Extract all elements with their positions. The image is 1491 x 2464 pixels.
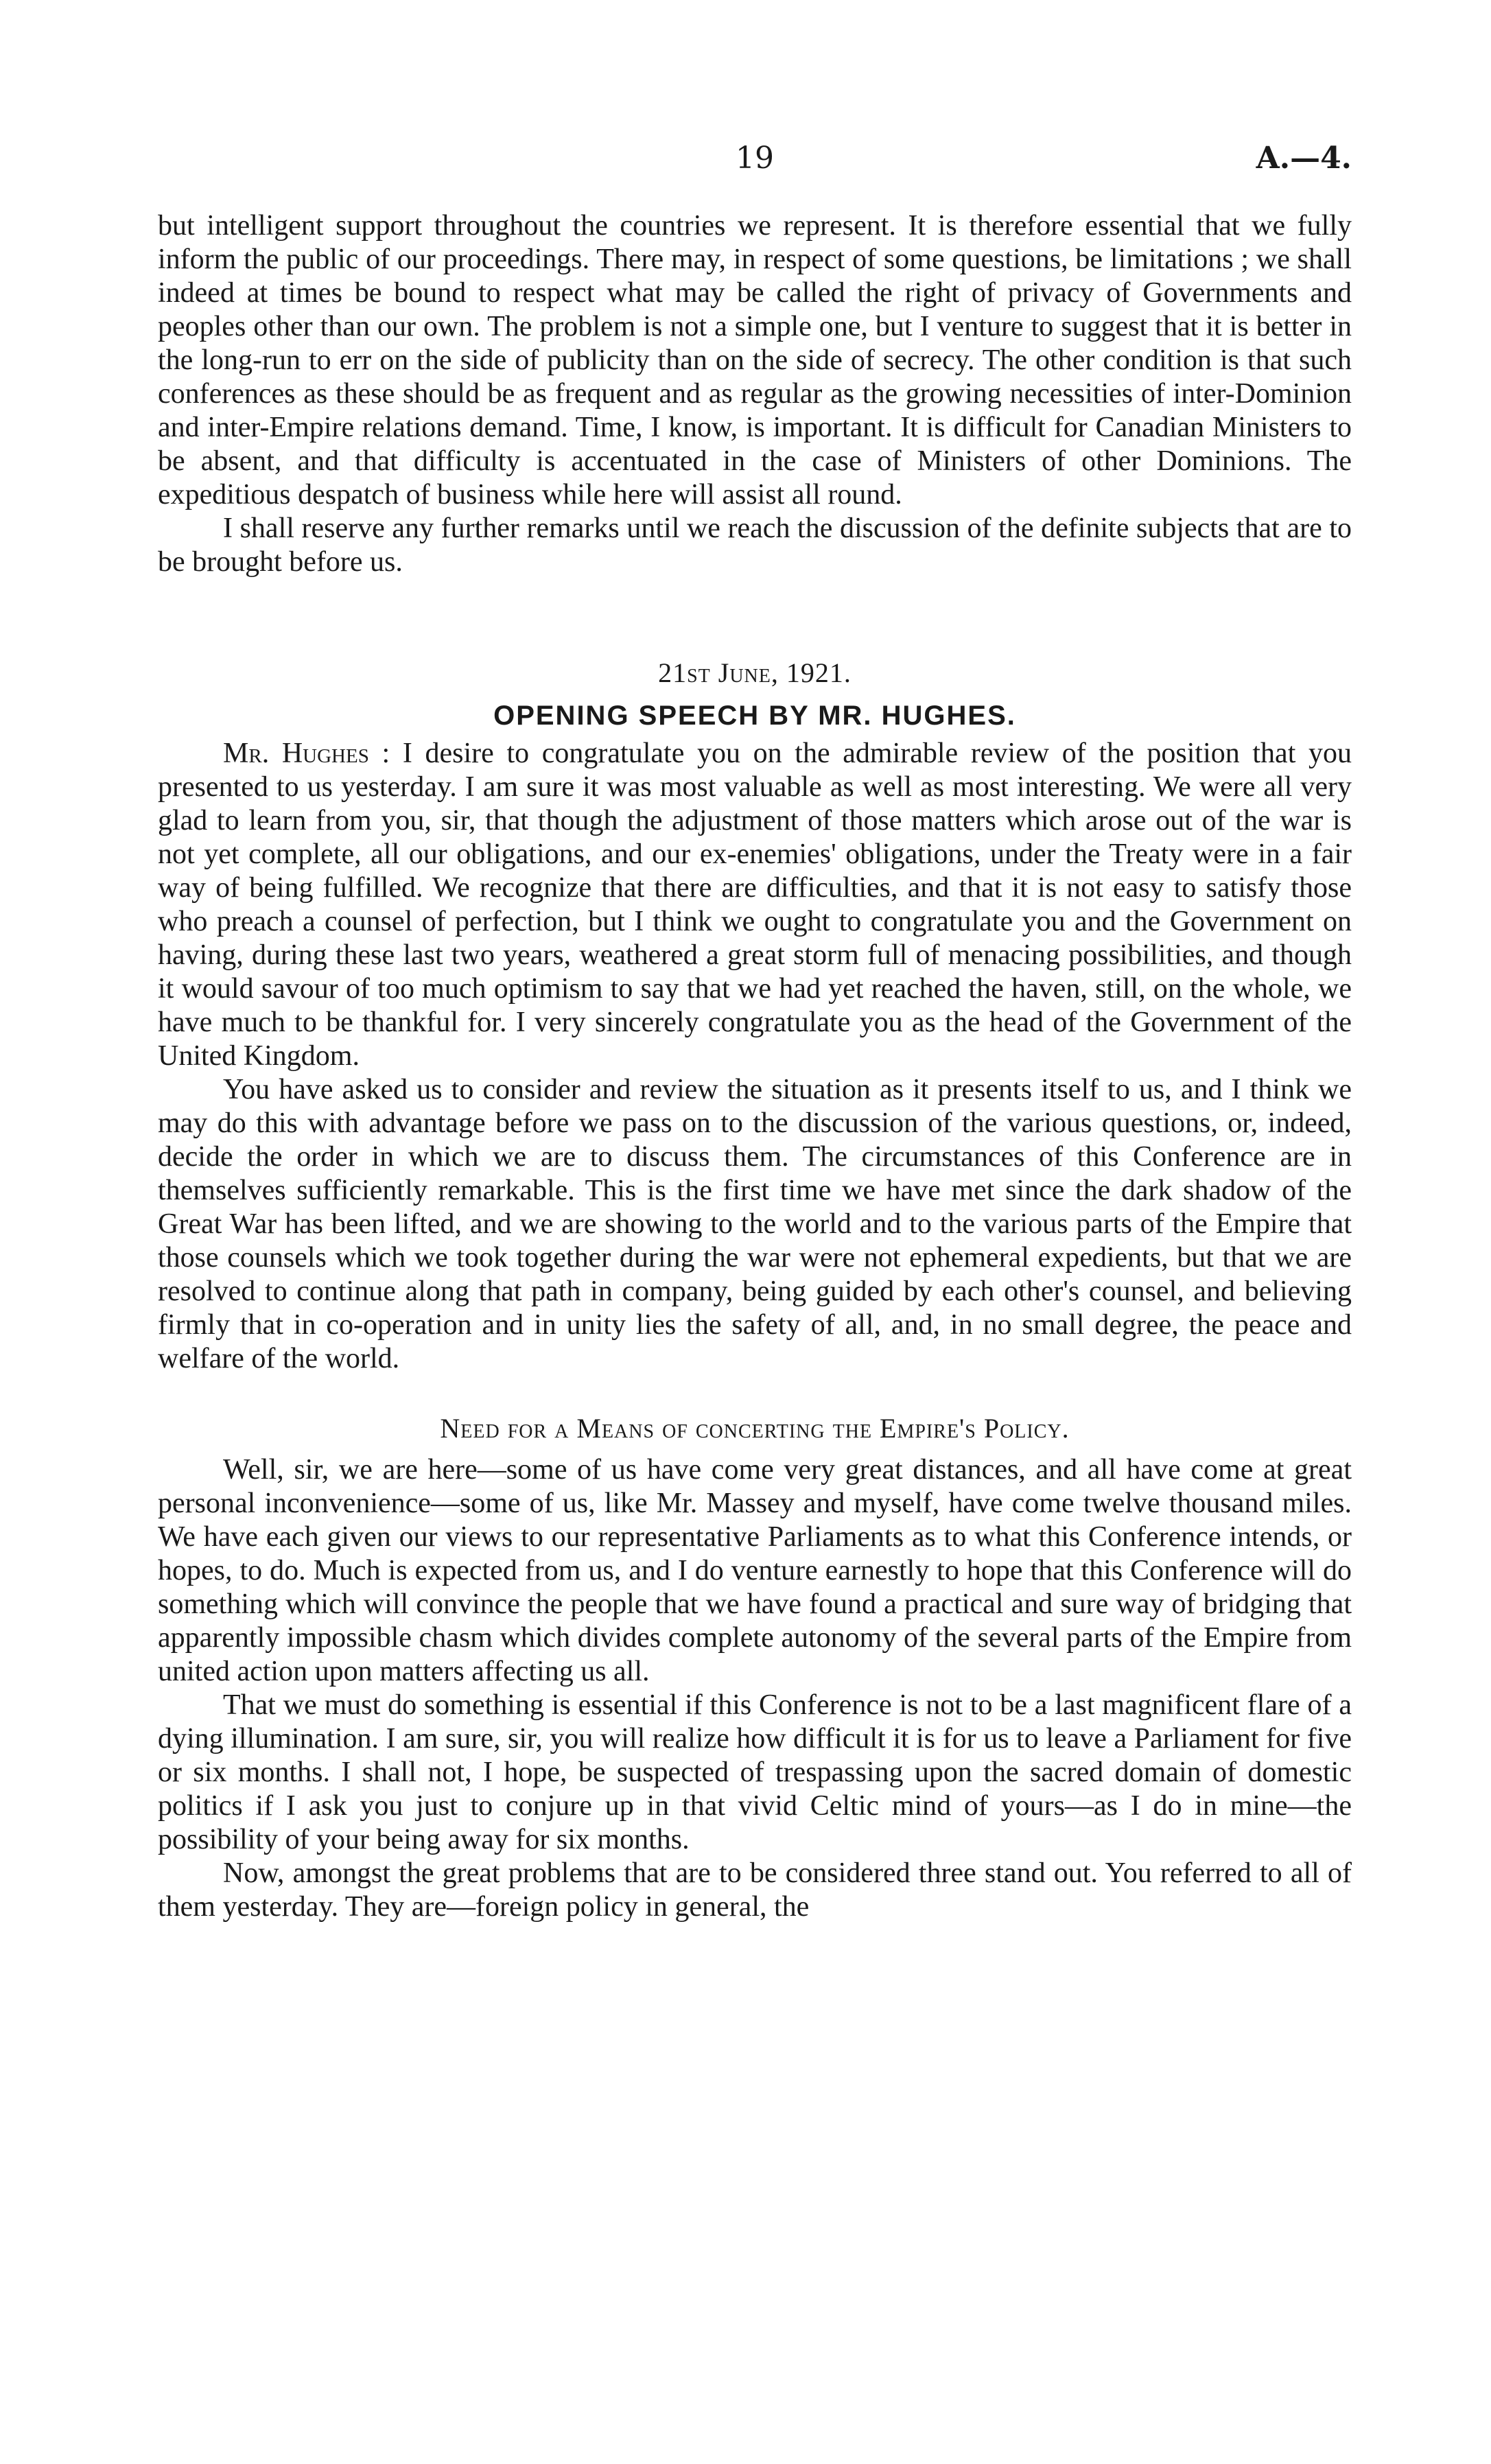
date-heading: 21st June, 1921. <box>658 657 852 688</box>
paragraph-closing-remarks: I shall reserve any further remarks until we reach the discussion of the definite subjects that are to be brought before us. <box>158 513 1352 578</box>
paragraph-hughes-text: I desire to congratulate you on the admirable review of the position that you presented to us yesterday. I am sure it was most valuable as well as most interesting. We were all very glad to learn from you, sir, that though the adjustment of those matters which arose out of the war is not yet complete, all our obligations, and our ex-enemies' obligations, under the Treaty were in a fair way of being fulfilled. We recognize that there are difficulties, and that it is not easy to satisfy those who preach a counsel of perfection, but I think we ought to congratulate you and the Government on having, during these last two years, weathered a great storm full of menacing possibilities, and though it would savour of too much optimism to say that we had yet reached the haven, still, on the whole, we have much to be thankful for. I very sincerely congratulate you as the head of the Government of the United Kingdom. <box>158 738 1352 1072</box>
page-number: 19 <box>736 141 774 176</box>
paragraph-continuation: but intelligent support throughout the countries we represent. It is therefore essential that we fully inform the public of our proceedings. There may, in respect of some questions, be limitations ; we shall indeed at times be bound to respect what may be called the right of privacy of Governments and peoples other than our own. The problem is not a simple one, but I venture to suggest that it is better in the long-run to err on the side of publicity than on the side of secrecy. The other condition is that such conferences as these should be as frequent and as regular as the growing necessities of inter-Dominion and inter-Empire relations demand. Time, I know, is important. It is difficult for Canadian Ministers to be absent, and that difficulty is accentuated in the case of Ministers of other Dominions. The expeditious despatch of business while here will assist all round. <box>158 210 1352 511</box>
section-subheading: Need for a Means of concerting the Empire's Policy. <box>440 1413 1070 1444</box>
section-title: OPENING SPEECH BY MR. HUGHES. <box>493 701 1016 731</box>
speaker-name: Mr. Hughes : <box>223 738 390 769</box>
paragraph-hughes-opening <box>158 737 1352 1073</box>
document-body <box>158 209 1352 1924</box>
document-reference: A.—4. <box>1256 141 1352 176</box>
paragraph-must-do-something: That we must do something is essential if this Conference is not to be a last magnificent flare of a dying illumination. I am sure, sir, you will realize how difficult it is for us to leave a Parliament for five or six months. I shall not, I hope, be suspected of trespassing upon the sacred domain of domestic politics if I ask you just to conjure up in that vivid Celtic mind of yours—as I do in mine—the possibility of your being away for six months. <box>158 1689 1352 1855</box>
paragraph-we-are-here: Well, sir, we are here—some of us have come very great distances, and all have come at great personal inconvenience—some of us, like Mr. Massey and myself, have come twelve thousand miles. We have each given our views to our representative Parliaments as to what this Conference intends, or hopes, to do. Much is expected from us, and I do venture earnestly to hope that this Conference will do something which will convince the people that we have found a practical and sure way of bridging that apparently impossible chasm which divides complete autonomy of the several parts of the Empire from united action upon matters affecting us all. <box>158 1454 1352 1687</box>
page-header <box>158 141 1352 182</box>
paragraph-three-problems: Now, amongst the great problems that are to be considered three stand out. You referred to all of them yesterday. They are—foreign policy in general, the <box>158 1857 1352 1923</box>
paragraph-situation-review: You have asked us to consider and review the situation as it presents itself to us, and I think we may do this with advantage before we pass on to the discussion of the various questions, or, indeed, decide the order in which we are to discuss them. The circumstances of this Conference are in themselves sufficiently remarkable. This is the first time we have met since the dark shadow of the Great War has been lifted, and we are showing to the world and to the various parts of the Empire that those counsels which we took together during the war were not ephemeral expedients, but that we are resolved to continue along that path in company, being guided by each other's counsel, and believing firmly that in co-operation and in unity lies the safety of all, and, in no small degree, the peace and welfare of the world. <box>158 1074 1352 1374</box>
